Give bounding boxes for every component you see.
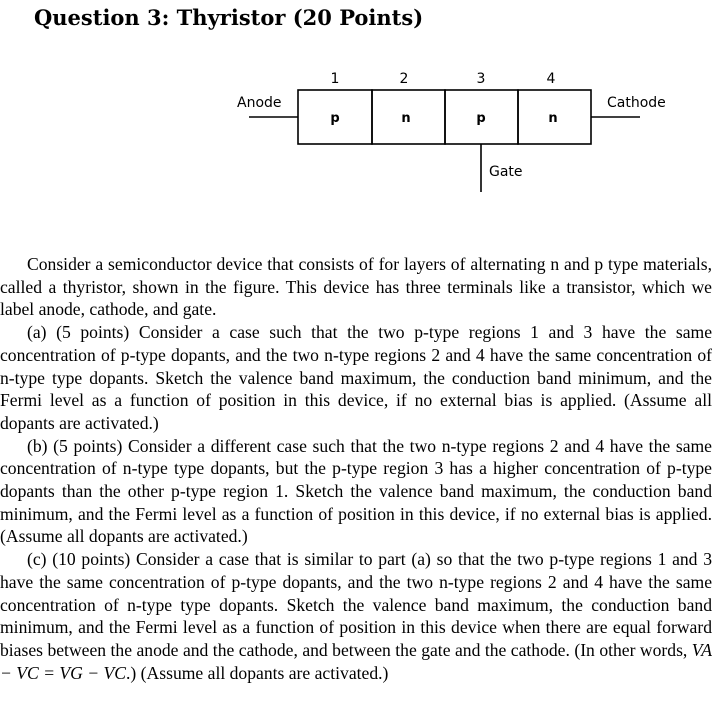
region-4-number: 4 <box>546 71 556 87</box>
region-1-number: 1 <box>330 71 340 87</box>
part-a-paragraph: (a) (5 points) Consider a case such that the two p-type regions 1 and 3 have the same concentration of p-type dopants, and the two n-type regions 2 and 4 have the same concentration of n-type type dopants. Sketch the valence band maximum, the conduction band minimum, and the Fermi level as a function of position in this device, if no external bias is applied. (Assume all dopants are activated.) <box>0 322 712 433</box>
part-c-text: (c) (10 points) Consider a case that is similar to part (a) so that the two p-type regions 1 and 3 have the same concentration of p-type dopants, and the two n-type regions 2 and 4 have the same concentration of n-type type dopants. Sketch the valence band maximum, the conduction band minimum, and the Fermi level as a function of position in this device when there are equal forward biases between the anode and the cathode, and between the gate and the cathode. (In other words, <box>0 549 712 660</box>
cathode-label: Cathode <box>607 95 666 111</box>
part-c-paragraph <box>0 548 712 684</box>
anode-label: Anode <box>237 95 282 111</box>
question-body <box>0 253 712 684</box>
region-3-number: 3 <box>476 71 486 87</box>
question-title: Question 3: Thyristor (20 Points) <box>34 5 424 30</box>
part-b-paragraph: (b) (5 points) Consider a different case such that the two n-type regions 2 and 4 have the same concentration of n-type type dopants, but the p-type region 3 has a higher concentration of p-type dopants than the other p-type region 1. Sketch the valence band maximum, the conduction band minimum, and the Fermi level as a function of position in this device, if no external bias is applied. (Assume all dopants are activated.) <box>0 435 712 547</box>
part-c-end: .) (Assume all dopants are activated.) <box>126 662 389 683</box>
thyristor-diagram <box>0 0 712 250</box>
intro-paragraph: Consider a semiconductor device that consists of for layers of alternating n and p type materials, called a thyristor, shown in the figure. This device has three terminals like a transistor, which we label anode, cathode, and gate. <box>0 254 712 320</box>
region-2-number: 2 <box>399 71 409 87</box>
region-3-type: p <box>476 111 486 126</box>
region-1-type: p <box>330 111 340 126</box>
region-2-type: n <box>401 111 411 126</box>
region-4-type: n <box>548 111 558 126</box>
part-c-equation: VA − VC = VG − VC <box>0 639 712 683</box>
gate-label: Gate <box>489 164 523 180</box>
